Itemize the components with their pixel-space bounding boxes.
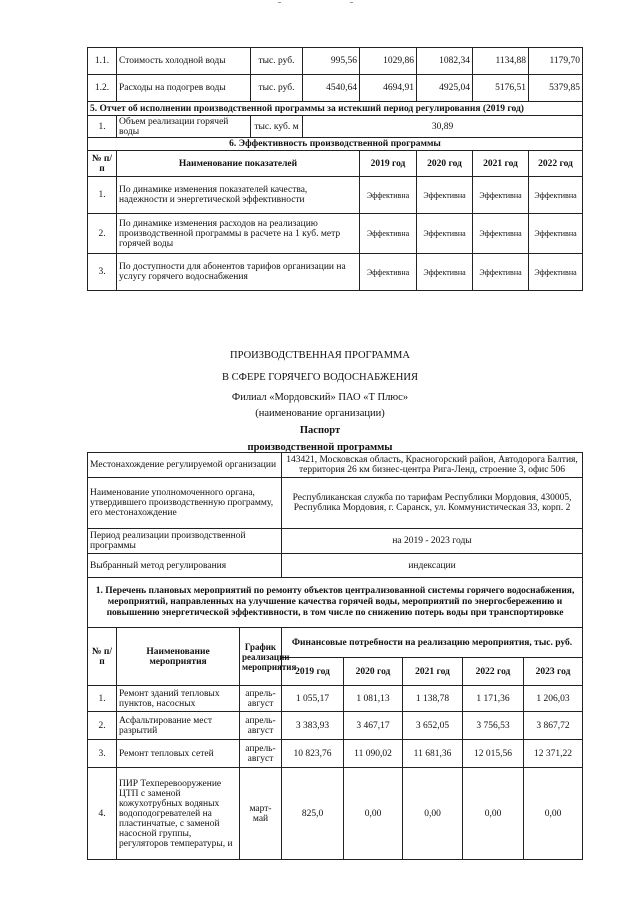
passport-label: Период реализации производственной программы [88,529,282,554]
table-row [88,116,583,138]
cell-value: 5176,51 [473,75,529,102]
cell-value: Эффективна [473,214,529,254]
cell-value: 12 015,56 [463,740,524,768]
row-number: 2. [88,214,117,254]
column-header: 2019 год [360,151,417,177]
scan-mark [278,2,281,3]
passport-value: Республиканская служба по тарифам Республики Мордовия, 430005, Республика Мордовия, г. Саранск, ул. Коммунистическая 33, корп. 2 [282,478,583,529]
row-number: 1. [88,116,117,138]
table-row [88,712,583,740]
row-schedule: апрель-август [240,712,282,740]
cell-value: 4925,04 [417,75,473,102]
cell-value: 3 756,53 [463,712,524,740]
row-number: 3. [88,740,117,768]
cell-value: 1 081,13 [344,686,403,712]
row-number: 3. [88,254,117,291]
row-name: ПИР Техперевооружение ЦТП с заменой кожухотрубных водяных водоподогревателей на пластинчатые, с заменой насосной группы, регуляторов температуры, и [117,768,240,860]
cell-value: Эффективна [473,177,529,214]
column-header: 2020 год [417,151,473,177]
column-header: Наименование мероприятия [117,628,240,686]
row-name: По динамике изменения показателей качества, надежности и энергетической эффективности [117,177,360,214]
row-name: Асфальтирование мест разрытий [117,712,240,740]
header-row [88,151,583,177]
cell-value: 0,00 [344,768,403,860]
table-row [88,768,583,860]
column-header: 2022 год [463,658,524,686]
column-header: 2023 год [524,658,583,686]
cell-value: Эффективна [360,254,417,291]
organization-caption: (наименование организации) [255,408,385,419]
cell-value: 4694,91 [360,75,417,102]
row-number: 4. [88,768,117,860]
cell-value: Эффективна [417,177,473,214]
cell-value: 11 090,02 [344,740,403,768]
table-row [88,740,583,768]
passport-table [87,452,583,860]
passport-label: Выбранный метод регулирования [88,554,282,578]
cell-value: 12 371,22 [524,740,583,768]
row-schedule: март-май [240,768,282,860]
cell-value: 1029,86 [360,48,417,75]
column-header: График реализации мероприятия [240,628,282,686]
table-row [88,75,583,102]
cell-value: Эффективна [529,214,583,254]
table-row [88,686,583,712]
row-unit: тыс. куб. м [251,116,303,138]
cell-value: 1179,70 [529,48,583,75]
column-header: 2021 год [473,151,529,177]
row-name: Ремонт тепловых сетей [117,740,240,768]
cell-value: Эффективна [360,177,417,214]
cell-value: 10 823,76 [282,740,344,768]
row-name: По доступности для абонентов тарифов организации на услугу горячего водоснабжения [117,254,360,291]
row-unit: тыс. руб. [251,48,303,75]
cell-value: 0,00 [403,768,463,860]
cell-value: Эффективна [529,177,583,214]
table-row [88,554,583,578]
section-title-row [88,138,583,151]
column-header: 2019 год [282,658,344,686]
program-title: ПРОИЗВОДСТВЕННАЯ ПРОГРАММА [230,350,410,361]
column-header: 2022 год [529,151,583,177]
cell-value: Эффективна [473,254,529,291]
cell-value: 5379,85 [529,75,583,102]
row-number: 1.1. [88,48,117,75]
cell-value: 30,89 [303,116,583,138]
cell-value: Эффективна [360,214,417,254]
cell-value: 11 681,36 [403,740,463,768]
cell-value: 3 652,05 [403,712,463,740]
column-header: 2020 год [344,658,403,686]
program-subtitle: В СФЕРЕ ГОРЯЧЕГО ВОДОСНАБЖЕНИЯ [222,372,418,383]
table-row [88,254,583,291]
section-title-row [88,102,583,116]
cell-value: 1 171,36 [463,686,524,712]
section-title: 6. Эффективность производственной программы [88,138,583,151]
column-header: Финансовые потребности на реализацию мероприятия, тыс. руб. [282,628,583,658]
section-title: 1. Перечень плановых мероприятий по ремонту объектов централизованной системы горячего водоснабжения, мероприятий, направленных на улучшение качества горячей воды, мероприятий по энергосбережению и повышению энергетической эффективности, в том числе по снижению потерь воды при транспортировке [88,578,583,628]
cell-value: 3 867,72 [524,712,583,740]
column-header: Наименование показателей [117,151,360,177]
section-title: 5. Отчет об исполнении производственной программы за истекший период регулирования (2019 год) [88,102,583,116]
scan-mark [350,2,353,3]
passport-value: на 2019 - 2023 годы [282,529,583,554]
table-row [88,478,583,529]
organization-name: Филиал «Мордовский» ПАО «Т Плюс» [231,392,409,403]
row-number: 1.2. [88,75,117,102]
table-row [88,48,583,75]
row-schedule: апрель-август [240,740,282,768]
cell-value: 1 055,17 [282,686,344,712]
column-header: 2021 год [403,658,463,686]
cell-value: 4540,64 [303,75,360,102]
cell-value: 995,56 [303,48,360,75]
cell-value: Эффективна [417,254,473,291]
table-row [88,529,583,554]
cell-value: Эффективна [417,214,473,254]
cell-value: 0,00 [463,768,524,860]
cell-value: 1134,88 [473,48,529,75]
row-number: 1. [88,686,117,712]
row-schedule: апрель-август [240,686,282,712]
column-header: № п/п [88,151,117,177]
passport-label: Местонахождение регулируемой организации [88,453,282,478]
cell-value: Эффективна [529,254,583,291]
passport-title: Паспорт [299,425,341,436]
row-name: Ремонт зданий тепловых пунктов, насосных [117,686,240,712]
row-name: Объем реализации горячей воды [117,116,251,138]
cell-value: 3 467,17 [344,712,403,740]
table-row [88,214,583,254]
section-title-row [88,578,583,628]
cell-value: 0,00 [524,768,583,860]
table-row [88,177,583,214]
row-number: 1. [88,177,117,214]
header-row [88,628,583,658]
passport-value: индексации [282,554,583,578]
cell-value: 3 383,93 [282,712,344,740]
cell-value: 1 138,78 [403,686,463,712]
cell-value: 825,0 [282,768,344,860]
row-name: По динамике изменения расходов на реализацию производственной программы в расчете на 1 куб. метр горячей воды [117,214,360,254]
row-number: 2. [88,712,117,740]
passport-subtitle: производственной программы [247,442,393,453]
row-name: Стоимость холодной воды [117,48,251,75]
passport-label: Наименование уполномоченного органа, утвердившего производственную программу, его местонахождение [88,478,282,529]
row-name: Расходы на подогрев воды [117,75,251,102]
cell-value: 1 206,03 [524,686,583,712]
row-unit: тыс. руб. [251,75,303,102]
top-table [87,47,583,291]
column-header: № п/п [88,628,117,686]
passport-value: 143421, Московская область, Красногорский район, Автодорога Балтия, территория 26 км бизнес-центра Рига-Ленд, строение 3, офис 506 [282,453,583,478]
table-row [88,453,583,478]
cell-value: 1082,34 [417,48,473,75]
